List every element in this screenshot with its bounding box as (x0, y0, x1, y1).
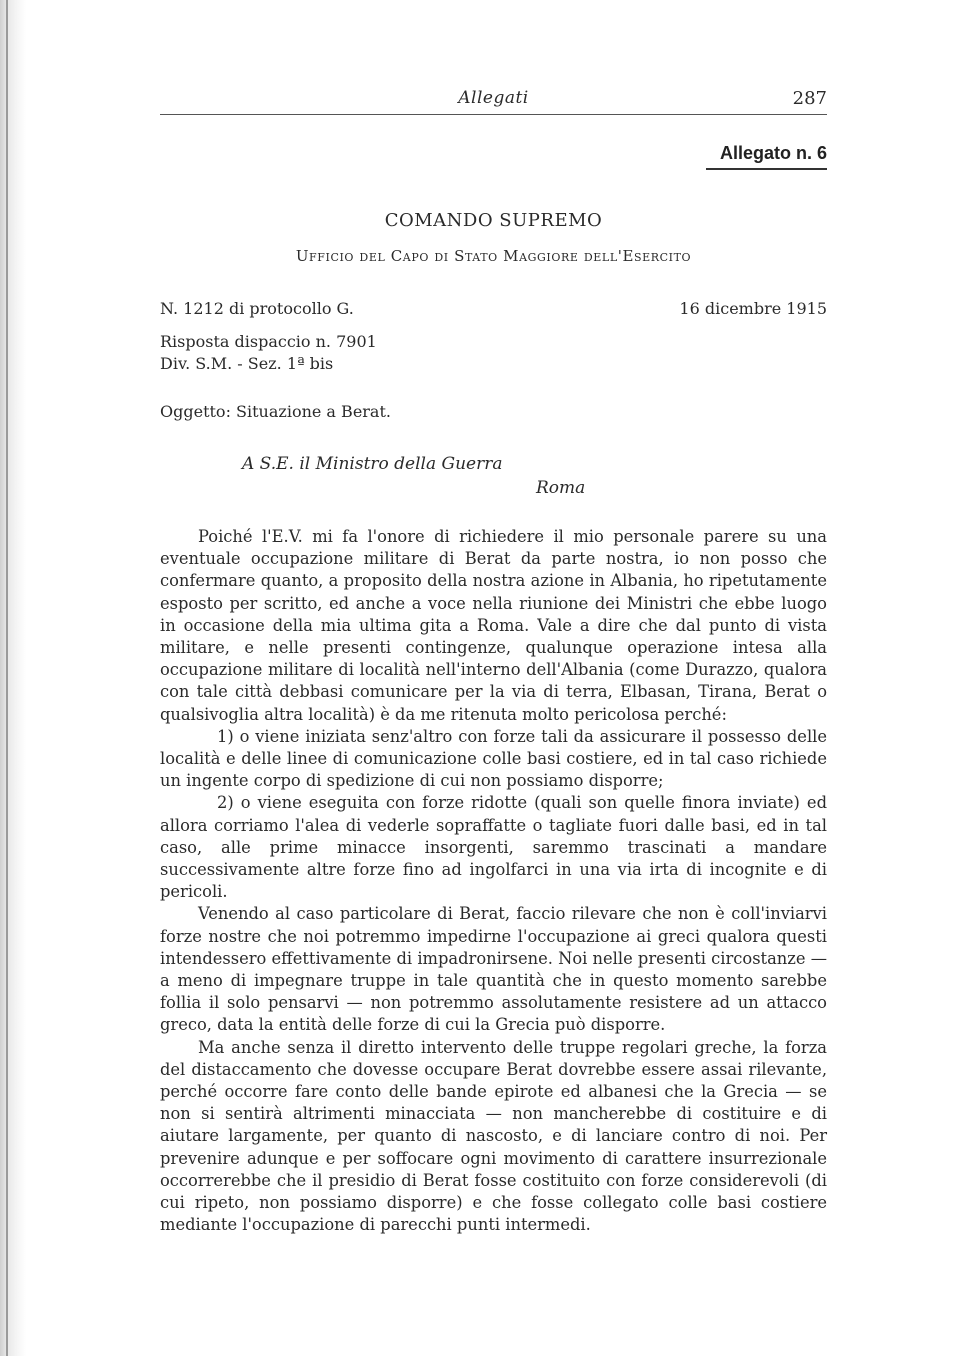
body-list-item-1: 1) o viene iniziata senz'altro con forze tali da assicurare il possesso delle località e delle linee di comunicazione colle basi costiere, ed in tal caso richiede un ingente corpo di spedizione di cui non possiamo disporre; (160, 726, 827, 791)
letter-body (160, 526, 827, 1237)
attachment-underline (706, 168, 827, 170)
issuing-office: Ufficio del Capo di Stato Maggiore dell'Esercito (295, 247, 692, 265)
issuing-command: COMANDO SUPREMO (384, 210, 603, 231)
addressee-city: Roma (536, 478, 586, 498)
body-paragraph-3: Ma anche senza il diretto intervento delle truppe regolari greche, la forza del distaccamento che dovesse occupare Berat dovrebbe essere assai rilevante, perché occorre fare conto delle bande epirote ed albanesi che la Grecia — se non si sentirà altrimenti minacciata — non mancherebbe di costituire e di aiutare largamente, per quanto di nascosto, e di lanciare contro di noi. Per prevenire adunque e per soffocare ogni movimento di carattere insurrezionale occorrerebbe che il presidio di Berat fosse costituito con forze considerevoli (di cui ripeto, non possiamo disporre) e che fosse collegato colle basi costiere mediante l'occupazione di parecchi punti intermedi. (160, 1037, 827, 1235)
addressee-recipient: A S.E. il Ministro della Guerra (242, 454, 503, 474)
attachment-label: Allegato n. 6 (719, 143, 827, 163)
binding-shadow-line (6, 0, 8, 1356)
header-rule (160, 114, 827, 115)
document-date: 16 dicembre 1915 (679, 299, 827, 318)
running-head-title: Allegati (458, 88, 529, 108)
protocol-number: N. 1212 di protocollo G. (160, 299, 354, 318)
body-list-item-2: 2) o viene eseguita con forze ridotte (quali son quelle finora inviate) ed allora corriamo l'alea di vederle sopraffatte o tagliate fuori dalle basi, ed in tal caso, alle prime minacce insorgenti, saremmo trascinati a mandare successivamente altre forze fino ad ingolfarci in una via irta di incognite e di pericoli. (160, 793, 827, 902)
page-number: 287 (792, 88, 827, 109)
body-paragraph-2: Venendo al caso particolare di Berat, faccio rilevare che non è coll'inviarvi forze nostre che noi potremmo impedirne l'occupazione ai greci qualora questi intendessero effettivamente di impadronirsene. Noi nelle presenti circostanze — a meno di impegnare truppe in tale quantità che in questo momento sarebbe follia il solo pensarvi — non potremmo assolutamente resistere ad un attacco greco, data la entità delle forze di cui la Grecia può disporre. (160, 904, 827, 1035)
book-binding-edge (0, 0, 26, 1356)
reply-reference-line1: Risposta dispaccio n. 7901 (160, 332, 377, 351)
body-paragraph-1: Poiché l'E.V. mi fa l'onore di richiedere il mio personale parere su una eventuale occupazione militare di Berat da parte nostra, io non posso che confermare quanto, a proposito della nostra azione in Albania, ho ripetutamente esposto per scritto, ed anche a voce nella riunione dei Ministri che ebbe luogo in occasione della mia ultima gita a Roma. Vale a dire che dal punto di vista militare, e nelle presenti contingenze, qualunque operazione intesa alla occupazione militare di località nell'interno dell'Albania (come Durazzo, qualora con tale città debbasi comunicare per la via di terra, Elbasan, Tirana, Berat o qualsivoglia altra località) è da me ritenuta molto pericolosa perché: (160, 527, 827, 724)
reply-reference-line2: Div. S.M. - Sez. 1ª bis (160, 354, 334, 373)
subject-line: Oggetto: Situazione a Berat. (160, 402, 391, 421)
running-head (160, 88, 827, 116)
